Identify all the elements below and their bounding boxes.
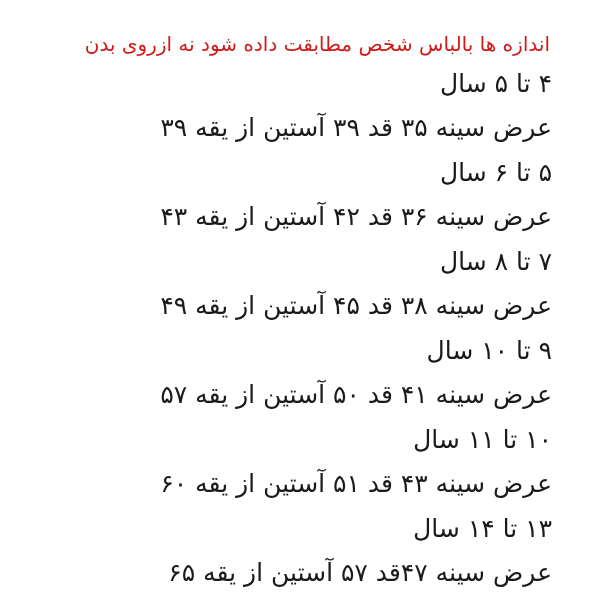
size-measurements: عرض سینه ۳۵ قد ۳۹ آستین از یقه ۳۹ (160, 113, 552, 142)
age-range-label: ۹ تا ۱۰ سال (426, 336, 552, 365)
age-range-label: ۵ تا ۶ سال (439, 158, 552, 187)
size-measurements: عرض سینه ۴۳ قد ۵۱ آستین از یقه ۶۰ (160, 469, 552, 498)
size-measurements: عرض سینه ۳۸ قد ۴۵ آستین از یقه ۴۹ (160, 291, 552, 320)
size-measurements: عرض سینه ۴۷قد ۵۷ آستین از یقه ۶۵ (168, 558, 552, 587)
age-range-label: ۱۰ تا ۱۱ سال (413, 425, 552, 454)
age-range-label: ۷ تا ۸ سال (439, 247, 552, 276)
age-range-label: ۱۳ تا ۱۴ سال (413, 514, 552, 543)
size-notice: اندازه ها بالباس شخص مطابقت داده شود نه ازروی بدن (84, 32, 550, 56)
size-measurements: عرض سینه ۳۶ قد ۴۲ آستین از یقه ۴۳ (160, 202, 552, 231)
size-measurements: عرض سینه ۴۱ قد ۵۰ آستین از یقه ۵۷ (160, 380, 552, 409)
age-range-label: ۴ تا ۵ سال (439, 69, 552, 98)
